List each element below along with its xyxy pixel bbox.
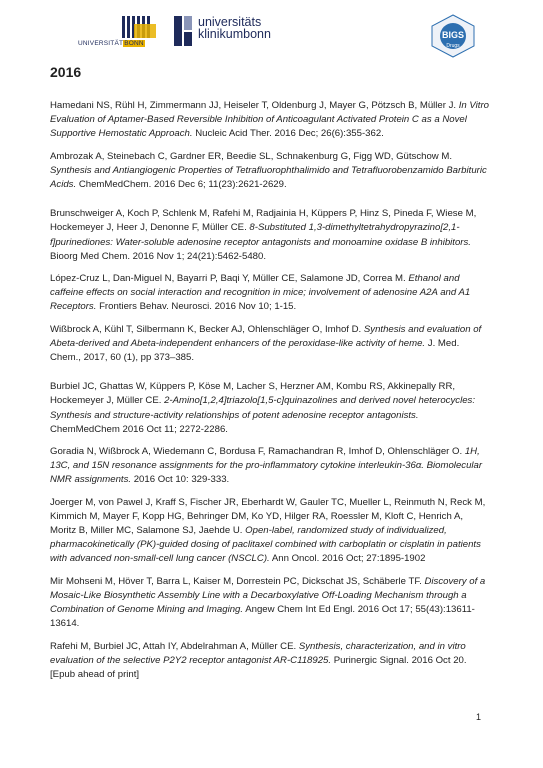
reference-source: Purinergic Signal. 2016 Oct 20. [Epub ahead of print]: [50, 654, 467, 680]
reference-authors: Hamedani NS, Rühl H, Zimmermann JJ, Heiseler T, Oldenburg J, Mayer G, Pötzsch B, Müller J.: [50, 100, 457, 111]
reference-item: [50, 323, 490, 366]
reference-authors: Joerger M, von Pawel J, Kraff S, Fischer JR, Eberhardt W, Gauler TC, Mueller L, Reinmuth N, Reck M, Kimmich M, Mayer F, Kopp HG, Behringer DM, Ko YD, Hilger RA, Roessler M, Kloft C, Henrich A, Moritz B, Miller MC, Salamone SJ, Jaehde U.: [50, 496, 486, 537]
reference-source: J. Med. Chem., 2017, 60 (1), pp 373–385.: [50, 337, 460, 364]
reference-item: [50, 496, 490, 567]
reference-item: [50, 445, 490, 488]
reference-authors: Mir Mohseni M, Höver T, Barra L, Kaiser M, Dorrestein PC, Dickschat JS, Schäberle TF.: [50, 575, 422, 587]
reference-title: Open-label, randomized study of individualized, pharmacokinetically (PK)-guided dosing of paclitaxel combined with carboplatin or cisplatin in patients with advanced non-small-cell lung cancer (NSCLC).: [50, 525, 481, 565]
reference-source: ChemMedChem. 2016 Dec 6; 11(23):2621-2629.: [78, 179, 287, 191]
reference-item: [50, 575, 490, 632]
reference-source: Angew Chem Int Ed Engl. 2016 Oct 17; 55(43):13611-13614.: [50, 604, 475, 630]
page-title: 2016: [50, 64, 82, 80]
reference-authors: Ambrozak A, Steinebach C, Gardner ER, Beedie SL, Schnakenburg G, Figg WD, Gütschow M.: [50, 150, 453, 162]
reference-item: [50, 380, 490, 437]
bigs-text: BIGS: [441, 30, 465, 40]
reference-title: Synthesis and evaluation of Abeta-derived and Abeta-independent enhancers of the peroxidase-like activity of heme.: [50, 323, 482, 349]
universitaetsklinikum-logo: [172, 14, 292, 50]
university-bonn-emblem-icon: [78, 14, 160, 40]
reference-authors: Burbiel JC, Ghattas W, Küppers P, Köse M, Lacher S, Herzner AM, Kombu RS, Akkinepally RR, Hockemeyer J, Müller CE.: [50, 381, 456, 407]
reference-list: [50, 99, 490, 682]
ukb-emblem-icon: [172, 14, 196, 48]
reference-authors: Goradia N, Wißbrock A, Wiedemann C, Bordusa F, Ramachandran R, Imhof D, Ohlenschläger O.: [50, 446, 463, 458]
reference-title: 8-Substituted 1,3-dimethyltetrahydropyrazino[2,1-f]purinediones: Water-soluble adenosine receptor antagonists and monoamine oxidase B inhibitors.: [50, 222, 471, 248]
reference-item: [50, 272, 490, 315]
reference-authors: Rafehi M, Burbiel JC, Attah IY, Abdelrahman A, Müller CE.: [50, 640, 297, 652]
reference-item: [50, 99, 490, 142]
bigs-sub-text: Drugs: [446, 43, 460, 49]
reference-source: Nucleic Acid Ther. 2016 Dec; 26(6):355-362.: [195, 128, 384, 140]
reference-title: Synthesis and Antiangiogenic Properties of Tetrafluorophthalimido and Tetrafluorobenzamido Barbituric Acids.: [50, 164, 487, 191]
reference-title: Ethanol and caffeine effects on social interaction and recognition in mice; involvement of adenosine A2A and A1 Receptors.: [50, 273, 471, 313]
reference-authors: Brunschweiger A, Koch P, Schlenk M, Rafehi M, Radjainia H, Küppers P, Hinz S, Pineda F, Wiese M, Hockemeyer J, Heer J, Denonne F, Müller CE.: [50, 208, 477, 234]
reference-title: In Vitro Evaluation of Aptamer-Based Reversible Inhibition of Anticoagulant Activated Protein C as a Novel Supportive Hemostatic Approach.: [50, 100, 489, 140]
reference-authors: López-Cruz L, Dan-Miguel N, Bayarri P, Baqi Y, Müller CE, Salamone JD, Correa M.: [50, 273, 406, 285]
university-bonn-logo: [78, 14, 160, 52]
reference-title: 1H, 13C, and 15N resonance assignments for the pro-inflammatory cytokine interleukin-36α. Biomolecular NMR assignments.: [50, 446, 483, 486]
reference-source: 2016 Oct 10: 329-333.: [133, 474, 230, 486]
ukb-wordmark: universitäts klinikumbonn: [198, 15, 271, 41]
reference-source: Ann Oncol. 2016 Oct; 27:1895-1902: [271, 553, 426, 565]
reference-title: 2-Amino[1,2,4]triazolo[1,5-c]quinazolines and derived novel heterocycles: Synthesis and structure-activity relationships of potent adenosine receptor antagonists.: [50, 395, 476, 421]
university-bonn-wordmark: UNIVERSITÄTBONN: [78, 40, 144, 47]
reference-authors: Wißbrock A, Kühl T, Silbermann K, Becker AJ, Ohlenschläger O, Imhof D.: [50, 323, 362, 335]
reference-source: ChemMedChem 2016 Oct 11; 2272-2286.: [50, 423, 228, 435]
page-number: 1: [476, 712, 482, 722]
reference-item: [50, 150, 490, 193]
bigs-drugs-logo: [430, 14, 476, 58]
reference-title: Synthesis, characterization, and in vitro evaluation of the selective P2Y2 receptor antagonist AR-C118925.: [50, 640, 466, 666]
reference-source: Frontiers Behav. Neurosci. 2016 Nov 10; 1-15.: [99, 301, 297, 313]
reference-source: Bioorg Med Chem. 2016 Nov 1; 24(21):5462-5480.: [50, 250, 266, 262]
reference-title: Discovery of a Mosaic-Like Biosynthetic Assembly Line with a Decarboxylative Off-Loading Mechanism through a Combination of Genome Mining and Imaging.: [50, 575, 486, 616]
reference-item: [50, 207, 490, 264]
bigs-drugs-icon: [430, 14, 476, 58]
reference-item: [50, 640, 490, 683]
